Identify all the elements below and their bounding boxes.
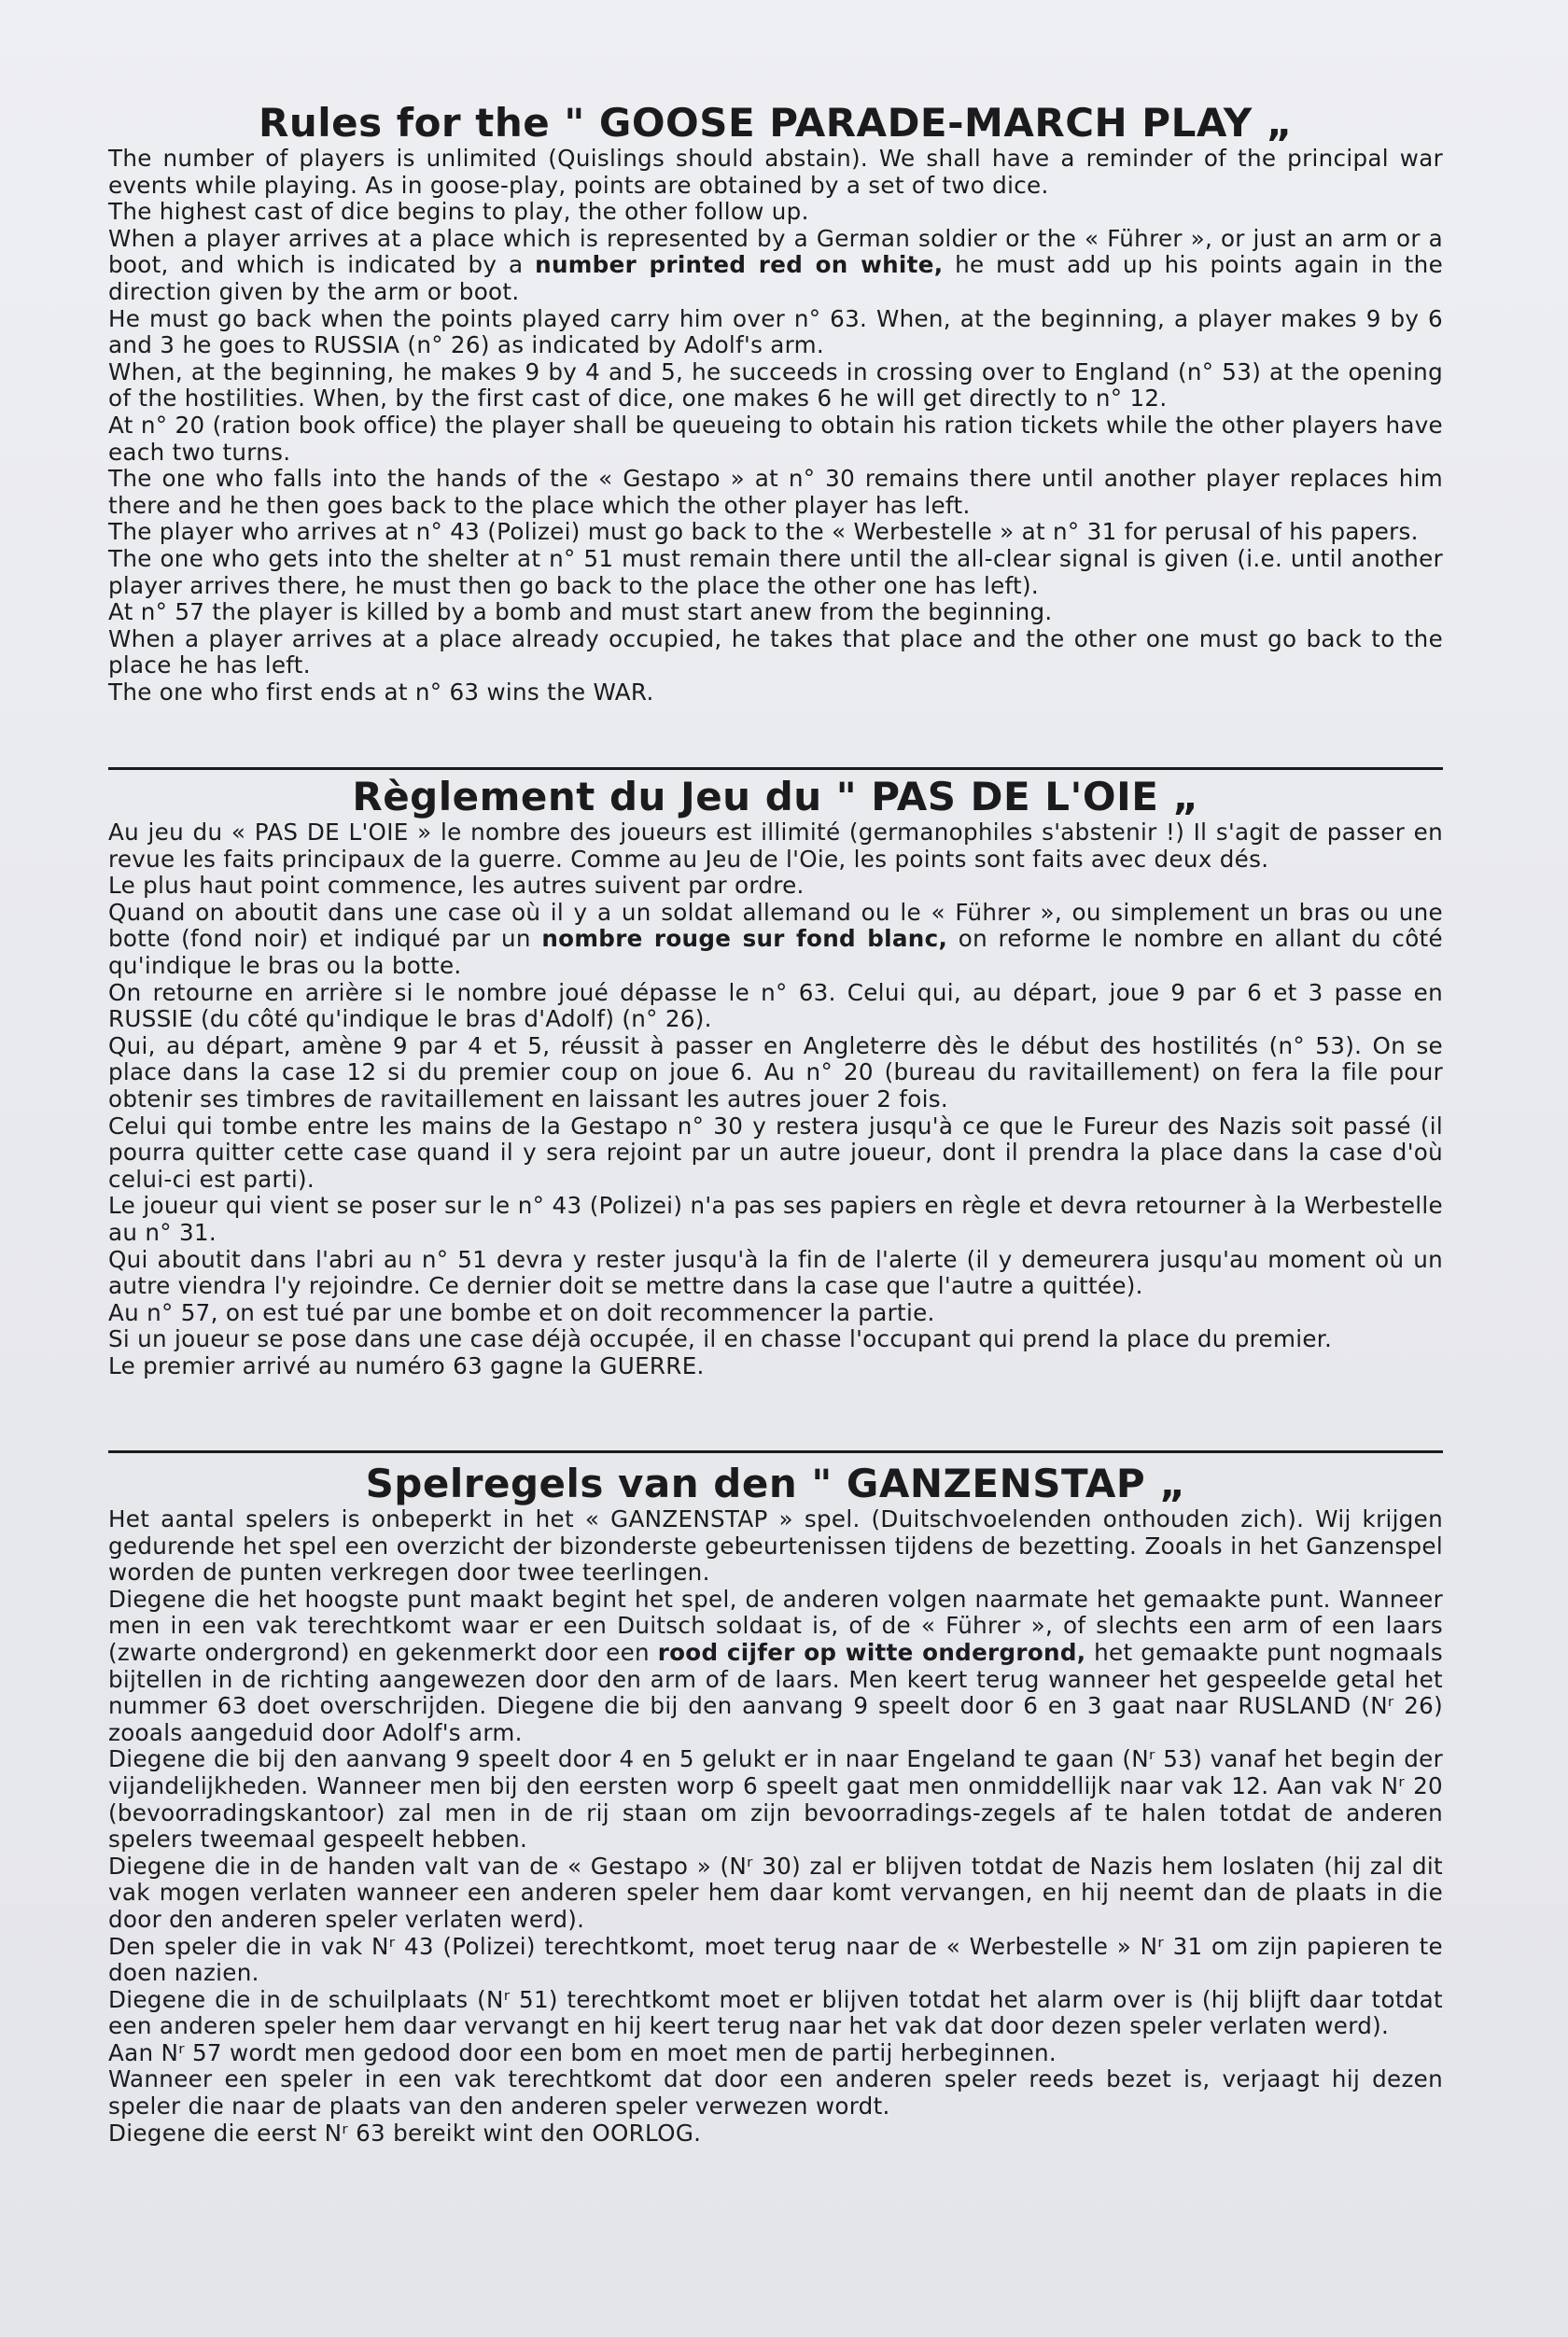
dutch-title: Spelregels van den " GANZENSTAP „ [365,1461,1186,1506]
nl-para-9: Diegene die eerst Nʳ 63 bereikt wint den OORLOG. [108,2119,702,2147]
en-para-5: When, at the beginning, he makes 9 by 4 and 5, he succeeds in crossing over to England (n° 53) at the opening of the hostilities. When, by the first cast of dice, one makes 6 he will get directly to n° 12. [108,357,1443,413]
en-para-6: At n° 20 (ration book office) the player shall be queueing to obtain his ration tickets while the other players have each two turns. [108,411,1443,466]
en-para-3-text-b: he must add up his points again in the direction given by the arm or boot. [108,251,1443,305]
english-rules-section [108,101,1443,706]
en-para-12: The one who first ends at n° 63 wins the WAR. [108,678,654,706]
dutch-rules-section [108,1462,1443,2147]
en-para-3-text-a: When a player arrives at a place which is represented by a German soldier or the « Führer », or just an arm or a boot, and which is indicated by a [108,224,1443,279]
nl-para-2-text-a: Diegene die het hoogste punt maakt begint het spel, de anderen volgen naarmate het gemaakte punt. Wanneer men in een vak terechtkomt waar er een Duitsch soldaat is, of de « Führer », of slechts een arm of een laars (zwarte ondergrond) en gekenmerkt door een [108,1585,1443,1666]
nl-para-3: Diegene die bij den aanvang 9 speelt door 4 en 5 gelukt er in naar Engeland te gaan (Nʳ 53) vanaf het begin der vijandelijkheden. Wanneer men bij den eersten worp 6 speelt gaat men onmiddellijk naar vak 12. Aan vak Nʳ 20 (bevoorradingskantoor) zal men in de rij staan om zijn bevoorradings-zegels af te halen totdat de anderen spelers tweemaal gespeelt hebben. [108,1745,1443,1854]
english-title: Rules for the " GOOSE PARADE-MARCH PLAY „ [259,100,1293,146]
fr-para-4: On retourne en arrière si le nombre joué dépasse le n° 63. Celui qui, au départ, joue 9 par 6 et 3 passe en RUSSIE (du côté qu'indique le bras d'Adolf) (n° 26). [108,978,1443,1033]
en-para-1: The number of players is unlimited (Quislings should abstain). We shall have a reminder of the principal war events while playing. As in goose-play, points are obtained by a set of two dice. [108,145,1443,199]
nl-para-6: Diegene die in de schuilplaats (Nʳ 51) terechtkomt moet er blijven totdat het alarm over is (hij blijft daar totdat een anderen speler hem daar vervangt en hij keert terug naar het vak dat door dezen speler verlaten werd). [108,1985,1443,2040]
nl-para-8: Wanneer een speler in een vak terechtkomt dat door een anderen speler reeds bezet is, verjaagt hij dezen speler die naar de plaats van den anderen speler verwezen wordt. [108,2065,1443,2120]
nl-emphasis-rood-op-wit: rood cijfer op witte ondergrond, [657,1638,1086,1666]
en-emphasis-red-on-white: number printed red on white, [535,251,944,279]
nl-para-5: Den speler die in vak Nʳ 43 (Polizei) terechtkomt, moet terug naar de « Werbestelle » Nʳ 31 om zijn papieren te doen nazien. [108,1932,1443,1987]
en-para-8: The player who arrives at n° 43 (Polizei) must go back to the « Werbestelle » at n° 31 for perusal of his papers. [108,518,1419,546]
french-rules-section [108,775,1443,1379]
nl-para-2-text-b: het gemaakte punt nogmaals bijtellen in de richting aangewezen door den arm of de laars. Men keert terug wanneer het gespeelde getal het nummer 63 doet overschrijden. Diegene die bij den aanvang 9 speelt door 6 en 3 gaat naar RUSLAND (Nʳ 26) zooals aangeduid door Adolf's arm. [108,1638,1444,1746]
fr-para-5: Qui, au départ, amène 9 par 4 et 5, réussit à passer en Angleterre dès le début des hostilités (n° 53). On se place dans la case 12 si du premier coup on joue 6. Au n° 20 (bureau du ravitaillement) on fera la file pour obtenir ses timbres de ravitaillement en laissant les autres jouer 2 fois. [108,1031,1443,1113]
en-para-10: At n° 57 the player is killed by a bomb and must start anew from the beginning. [108,598,1053,626]
fr-para-1: Au jeu du « PAS DE L'OIE » le nombre des joueurs est illimité (germanophiles s'abstenir !) Il s'agit de passer en revue les faits principaux de la guerre. Comme au Jeu de l'Oie, les points sont faits avec deux dés. [108,819,1443,873]
fr-para-2: Le plus haut point commence, les autres suivent par ordre. [108,872,805,900]
fr-para-3-text-b: on reforme le nombre en allant du côté qu'indique le bras ou la botte. [108,925,1443,979]
en-para-3 [108,226,1443,306]
fr-para-10: Si un joueur se pose dans une case déjà occupée, il en chasse l'occupant qui prend la place du premier. [108,1325,1333,1353]
fr-para-6: Celui qui tombe entre les mains de la Gestapo n° 30 y restera jusqu'à ce que le Fureur des Nazis soit passé (il pourra quitter cette case quand il y sera rejoint par un autre joueur, dont il prendra la place dans la case d'où celui-ci est parti). [108,1112,1443,1193]
fr-para-3-text-a: Quand on aboutit dans une case où il y a un soldat allemand ou le « Führer », ou simplement un bras ou une botte (fond noir) et indiqué par un [108,898,1443,953]
fr-emphasis-rouge-sur-blanc: nombre rouge sur fond blanc, [541,925,948,953]
nl-para-1: Het aantal spelers is onbeperkt in het « GANZENSTAP » spel. (Duitschvoelenden onthouden zich). Wij krijgen gedurende het spel een overzicht der bizonderste gebeurtenissen tijdens de bezetting. Zooals in het Ganzenspel worden de punten verkregen door twee teerlingen. [108,1505,1443,1587]
fr-para-8: Qui aboutit dans l'abri au n° 51 devra y rester jusqu'à la fin de l'alerte (il y demeurera jusqu'au moment où un autre viendra l'y rejoindre. Ce dernier doit se mettre dans la case que l'autre a quittée). [108,1245,1443,1300]
en-para-2: The highest cast of dice begins to play, the other follow up. [108,198,809,226]
nl-para-7: Aan Nʳ 57 wordt men gedood door een bom en moet men de partij herbeginnen. [108,2038,1057,2066]
fr-para-7: Le joueur qui vient se poser sur le n° 43 (Polizei) n'a pas ses papiers en règle et devra retourner à la Werbestelle au n° 31. [108,1192,1443,1246]
en-para-11: When a player arrives at a place already occupied, he takes that place and the other one must go back to the place he has left. [108,624,1443,679]
fr-para-9: Au n° 57, on est tué par une bombe et on doit recommencer la partie. [108,1298,935,1326]
en-para-7: The one who falls into the hands of the « Gestapo » at n° 30 remains there until another player replaces him there and he then goes back to the place which the other player has left. [108,465,1443,519]
en-para-9: The one who gets into the shelter at n° 51 must remain there until the all-clear signal is given (i.e. until another player arrives there, he must then go back to the place the other one has left). [108,544,1443,599]
fr-para-3 [108,900,1443,980]
nl-para-4: Diegene die in de handen valt van de « Gestapo » (Nʳ 30) zal er blijven totdat de Nazis hem loslaten (hij zal dit vak mogen verlaten wanneer een anderen speler hem daar komt vervangen, en hij neemt dan de plaats in die door den anderen speler verlaten werd). [108,1852,1443,1933]
fr-para-11: Le premier arrivé au numéro 63 gagne la GUERRE. [108,1351,705,1379]
en-para-4: He must go back when the points played carry him over n° 63. When, at the beginning, a player makes 9 by 6 and 3 he goes to RUSSIA (n° 26) as indicated by Adolf's arm. [108,304,1443,359]
section-divider [108,767,1443,770]
section-divider [108,1450,1443,1453]
french-title: Règlement du Jeu du " PAS DE L'OIE „ [352,774,1199,819]
nl-para-2 [108,1587,1443,1747]
